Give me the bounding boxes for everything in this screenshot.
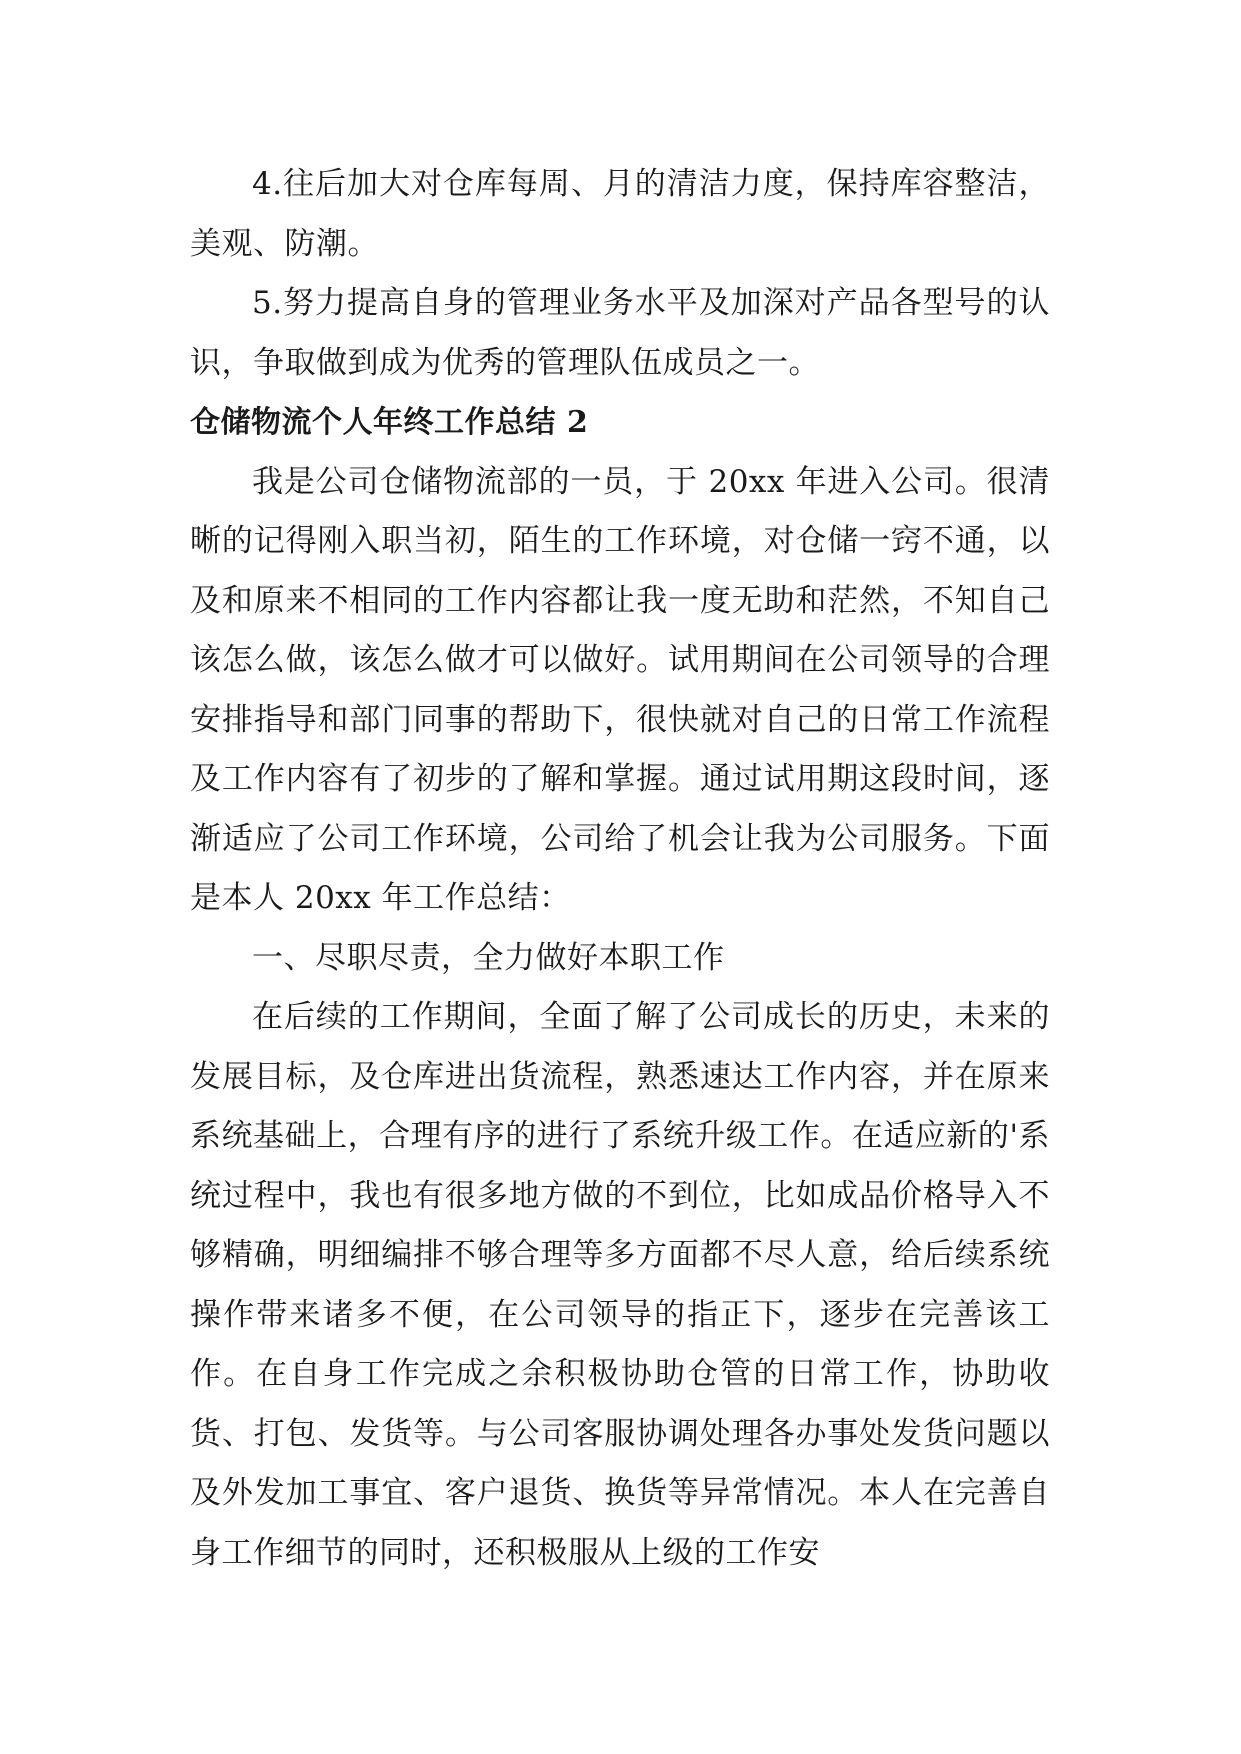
section-heading: 仓储物流个人年终工作总结 2 (190, 405, 589, 440)
list-item-5: 5.努力提高自身的管理业务水平及加深对产品各型号的认识，争取做到成为优秀的管理队伍成员之一。 (190, 285, 1050, 381)
body-paragraph: 在后续的工作期间，全面了解了公司成长的历史，未来的发展目标，及仓库进出货流程，熟悉速达工作内容，并在原来系统基础上，合理有序的进行了系统升级工作。在适应新的'系统过程中，我也有很多地方做的不到位，比如成品价格导入不够精确，明细编排不够合理等多方面都不尽人意，给后续系统操作带来诸多不便，在公司领导的指正下，逐步在完善该工作。在自身工作完成之余积极协助仓管的日常工作，协助收货、打包、发货等。与公司客服协调处理各办事处发货问题以及外发加工事宜、客户退货、换货等异常情况。本人在完善自身工作细节的同时，还积极服从上级的工作安 (190, 999, 1050, 1571)
subsection-heading: 一、尽职尽责，全力做好本职工作 (252, 939, 725, 976)
document-page (190, 155, 1050, 1583)
intro-paragraph: 我是公司仓储物流部的一员，于 20xx 年进入公司。很清晰的记得刚入职当初，陌生的工作环境，对仓储一窍不通，以及和原来不相同的工作内容都让我一度无助和茫然，不知自己该怎么做，该怎么做才可以做好。试用期间在公司领导的合理安排指导和部门同事的帮助下，很快就对自己的日常工作流程及工作内容有了初步的了解和掌握。通过试用期这段时间，逐渐适应了公司工作环境，公司给了机会让我为公司服务。下面是本人 20xx 年工作总结： (190, 463, 1050, 916)
list-item-4: 4.往后加大对仓库每周、月的清洁力度，保持库容整洁，美观、防潮。 (190, 166, 1050, 262)
